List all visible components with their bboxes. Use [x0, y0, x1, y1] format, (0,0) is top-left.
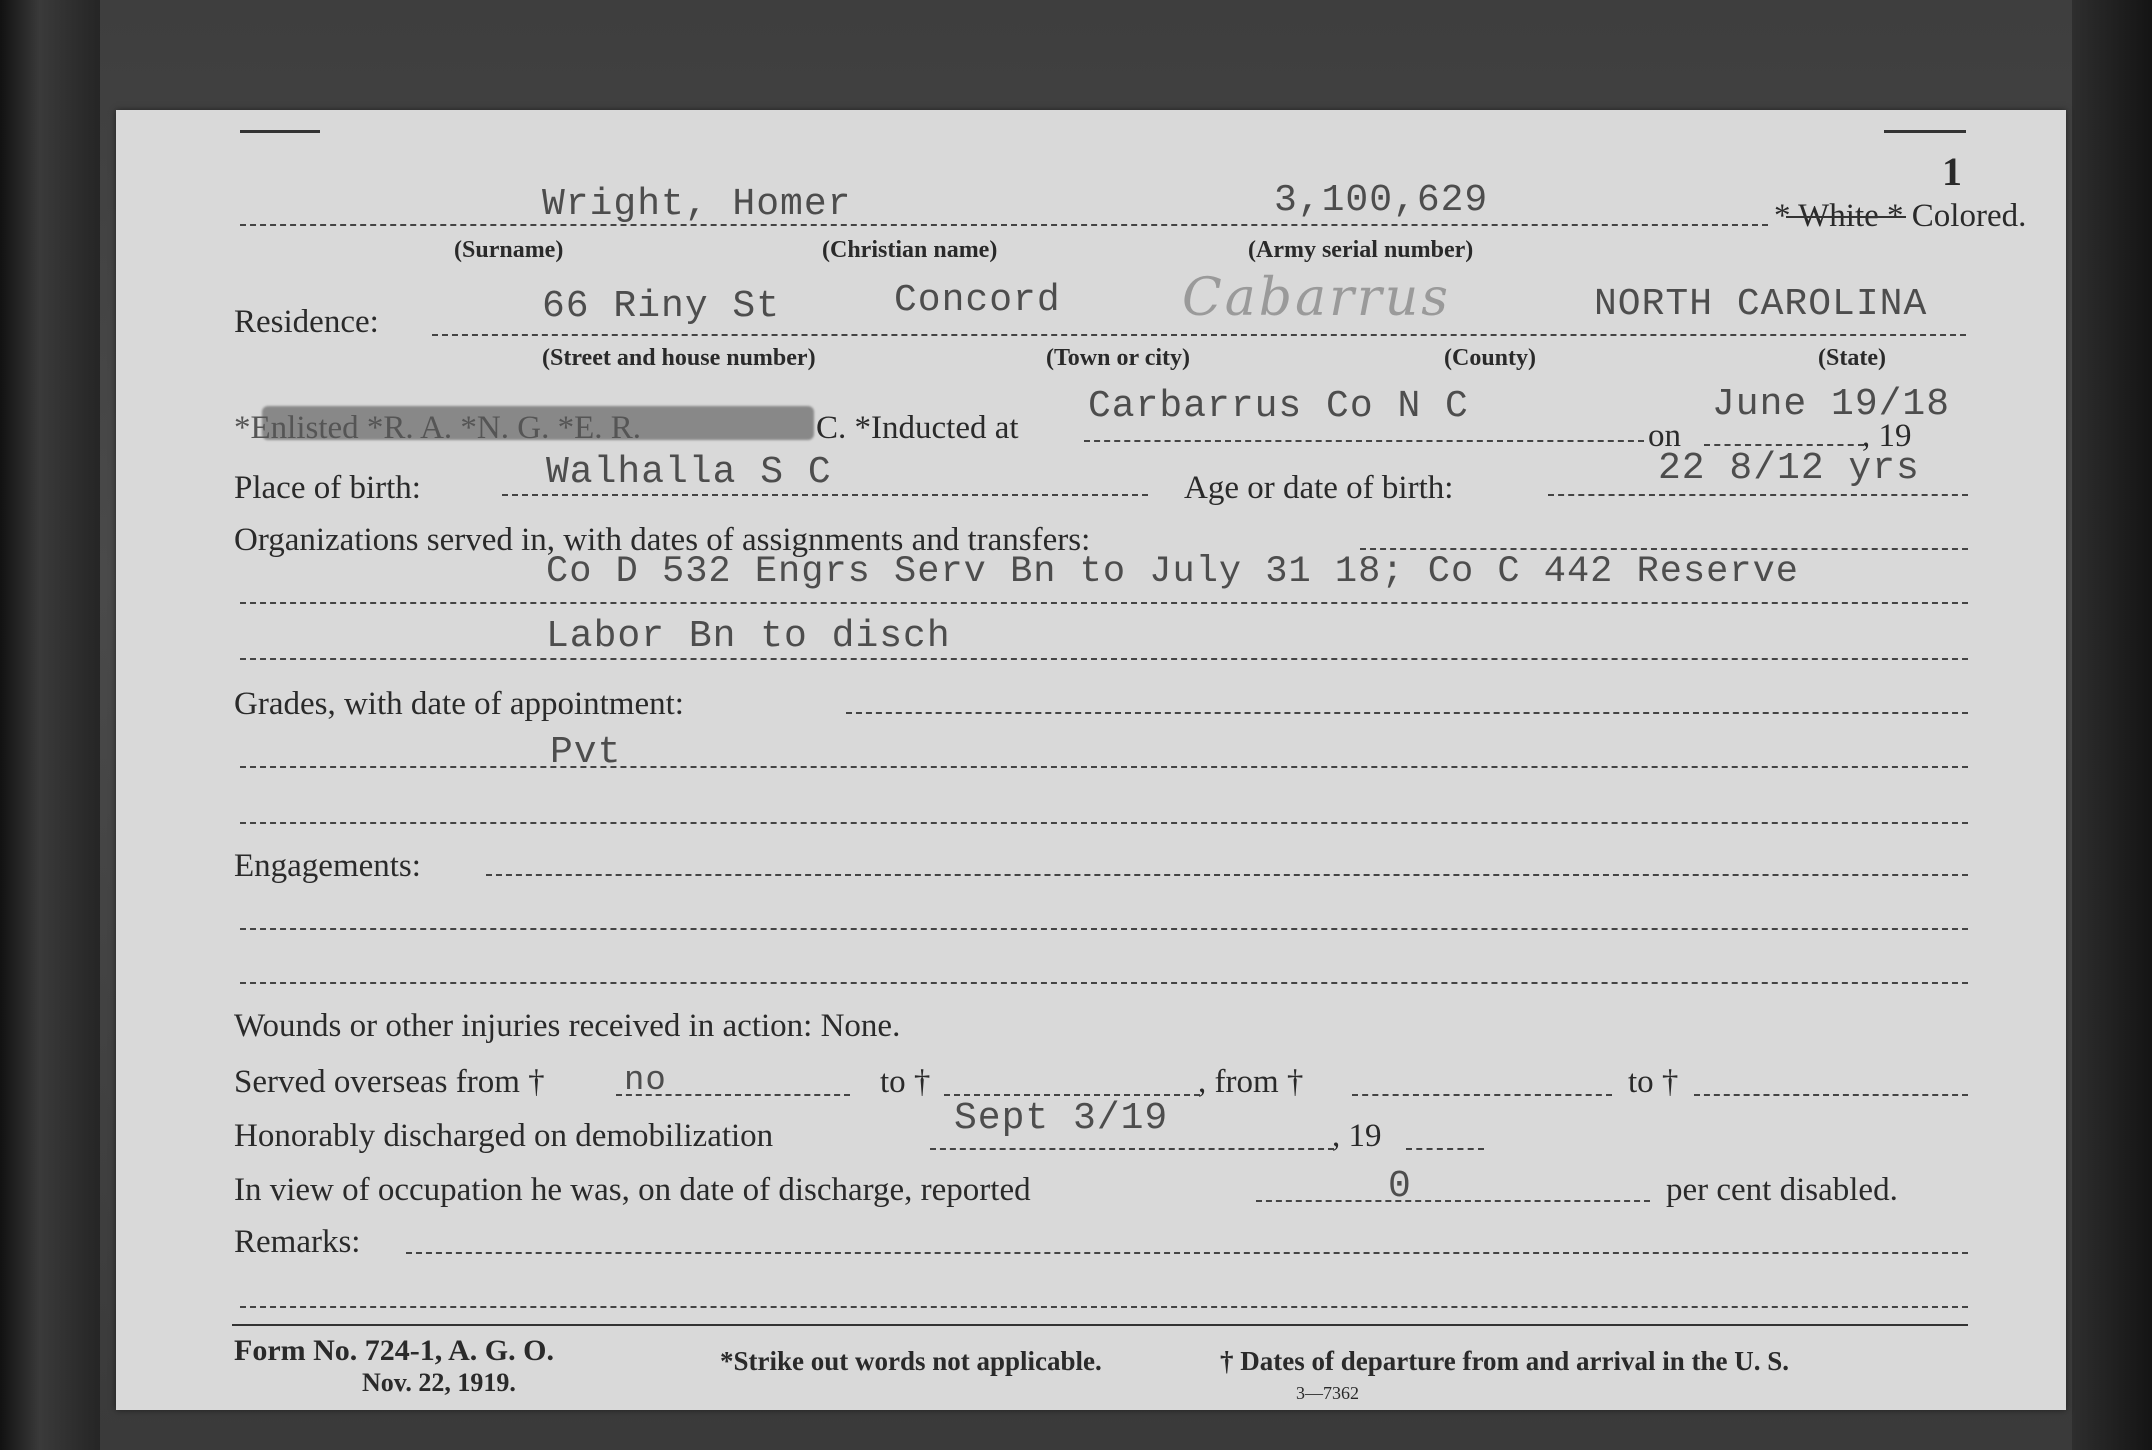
- race-strike: [1786, 216, 1906, 218]
- birth-place-label: Place of birth:: [234, 470, 421, 506]
- film-frame-left: [0, 0, 100, 1450]
- note-dates: † Dates of departure from and arrival in the U. S.: [1220, 1346, 1789, 1376]
- wounds-label: Wounds or other injuries received in action: None.: [234, 1008, 901, 1044]
- print-code: 3—7362: [1296, 1383, 1359, 1403]
- disability-value: 0: [1388, 1165, 1412, 1208]
- engagements-line-1: [240, 928, 1968, 930]
- inducted-place: Carbarrus Co N C: [1088, 385, 1469, 428]
- overseas-to1-line: [944, 1094, 1200, 1096]
- induction-date-line: [1704, 444, 1864, 446]
- street-value: 66 Riny St: [542, 285, 781, 328]
- inducted-line: [1084, 440, 1644, 442]
- serial-caption: (Army serial number): [1248, 237, 1474, 263]
- state-value: NORTH CAROLINA: [1594, 283, 1928, 326]
- birth-place-value: Walhalla S C: [546, 451, 832, 494]
- grades-line-2: [240, 822, 1968, 824]
- race-text: * White * Colored.: [1774, 198, 2027, 234]
- organizations-line2: Labor Bn to disch: [546, 615, 951, 658]
- overseas-from2: , from †: [1198, 1064, 1304, 1100]
- serial-value: 3,100,629: [1274, 179, 1489, 222]
- remarks-line-1: [240, 1306, 1968, 1308]
- footer-rule: [232, 1324, 1968, 1326]
- disability-suffix: per cent disabled.: [1666, 1172, 1898, 1208]
- on-label: on: [1648, 418, 1681, 454]
- grades-line-1: [240, 766, 1968, 768]
- engagements-label: Engagements:: [234, 848, 421, 884]
- discharge-year: , 19: [1332, 1118, 1382, 1154]
- birth-place-line: [502, 494, 1148, 496]
- organizations-line1: Co D 532 Engrs Serv Bn to July 31 18; Co C 442 Reserve: [546, 551, 1799, 593]
- organizations-line-0: [1360, 548, 1968, 550]
- age-label: Age or date of birth:: [1184, 470, 1454, 506]
- residence-label: Residence:: [234, 304, 379, 340]
- street-caption: (Street and house number): [542, 345, 816, 371]
- name-line: [240, 224, 1768, 226]
- name-value: Wright, Homer: [542, 183, 852, 226]
- grades-label: Grades, with date of appointment:: [234, 686, 684, 722]
- grades-value: Pvt: [550, 731, 622, 774]
- card-number: 1: [1942, 149, 1962, 194]
- grades-line-0: [846, 712, 1968, 714]
- overseas-from2-line: [1352, 1094, 1612, 1096]
- disability-label: In view of occupation he was, on date of discharge, reported: [234, 1172, 1031, 1208]
- engagements-line-2: [240, 982, 1968, 984]
- discharge-line: [930, 1148, 1334, 1150]
- age-value: 22 8/12 yrs: [1658, 447, 1920, 490]
- state-caption: (State): [1818, 345, 1886, 371]
- remarks-label: Remarks:: [234, 1224, 361, 1260]
- organizations-label: Organizations served in, with dates of assignments and transfers:: [234, 522, 1091, 558]
- residence-line: [432, 334, 1966, 336]
- film-frame-right: [2072, 0, 2152, 1450]
- county-value: Cabarrus: [1182, 268, 1451, 328]
- note-strike: *Strike out words not applicable.: [720, 1346, 1102, 1376]
- disability-line: [1256, 1200, 1650, 1202]
- county-caption: (County): [1444, 345, 1537, 371]
- christian-caption: (Christian name): [822, 237, 998, 263]
- year-suffix: , 19: [1862, 418, 1912, 454]
- service-record-card: [116, 110, 2066, 1410]
- discharge-year-line: [1406, 1148, 1484, 1150]
- enlisted-struck: *Enlisted *R. A. *N. G. *E. R.: [234, 410, 642, 446]
- overseas-label: Served overseas from †: [234, 1064, 545, 1100]
- induction-date: June 19/18: [1712, 383, 1951, 426]
- overseas-to2-line: [1694, 1094, 1968, 1096]
- age-line: [1548, 494, 1968, 496]
- overseas-to2: to †: [1628, 1064, 1679, 1100]
- top-left-rule: [240, 130, 320, 133]
- organizations-line-1: [240, 602, 1968, 604]
- engagements-line-0: [486, 874, 1968, 876]
- discharge-value: Sept 3/19: [954, 1097, 1169, 1140]
- form-number: Form No. 724-1, A. G. O.: [234, 1334, 554, 1367]
- discharge-label: Honorably discharged on demobilization: [234, 1118, 774, 1154]
- overseas-to1: to †: [880, 1064, 931, 1100]
- overseas-from-line: [616, 1094, 850, 1096]
- remarks-line-0: [406, 1252, 1968, 1254]
- overseas-from-value: no: [624, 1062, 667, 1100]
- organizations-line-2: [240, 658, 1968, 660]
- inducted-label: C. *Inducted at: [816, 410, 1019, 446]
- town-value: Concord: [894, 279, 1061, 322]
- surname-caption: (Surname): [454, 237, 564, 263]
- town-caption: (Town or city): [1046, 345, 1190, 371]
- form-date: Nov. 22, 1919.: [362, 1368, 516, 1397]
- top-right-rule: [1884, 130, 1966, 133]
